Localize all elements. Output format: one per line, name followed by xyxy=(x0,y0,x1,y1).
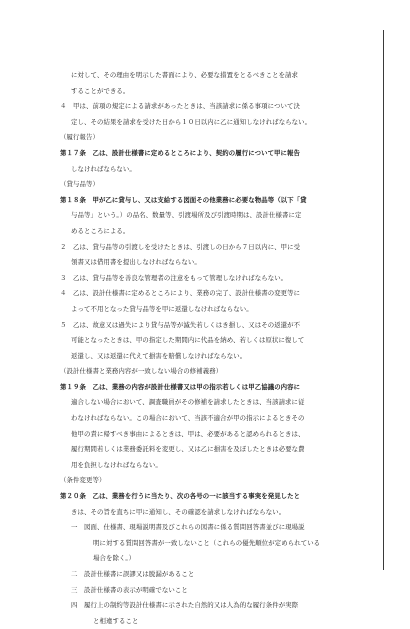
text-line: よって不用となった貸与品等を甲に返還しなければならない。 xyxy=(71,304,253,313)
text-line: 領書又は借用書を提出しなければならない。 xyxy=(71,258,201,267)
section-heading-repair-obligation: （設計仕様書と業務内容が一致しない場合の修補義務） xyxy=(60,367,223,376)
section-heading-performance-report: （履行報告） xyxy=(60,133,99,142)
article-19: 第１９条 乙は、業務の内容が設計仕様書又は甲の指示若しくは甲乙協議の内容に xyxy=(60,382,301,391)
article-18: 第１８条 甲が乙に貸与し、又は支給する図面その他業務に必要な物品等（以下「貸 xyxy=(60,195,307,204)
item-2: 二 設計仕様書に誤謬又は脱漏があること xyxy=(71,570,195,578)
text-line: 可能となったときは、甲の指定した期間内に代品を納め、若しくは原状に復して xyxy=(71,336,305,345)
text-line: 他甲の責に帰すべき事由によるときは、甲は、必要があると認められるときは、 xyxy=(71,429,305,438)
text-line: 履行期間若しくは業務委託料を変更し、又は乙に損害を及ぼしたときは必要な費 xyxy=(71,445,305,454)
clause-5: ５ 乙は、故意又は過失により貸与品等が滅失若しくはき損し、又はその返還が不 xyxy=(60,320,301,329)
text-line: 場合を除く。） xyxy=(93,554,136,563)
text-line: 適合しない場合において、調査職員がその修補を請求したときは、当該請求に従 xyxy=(71,398,305,407)
item-4: 四 履行上の制約等設計仕様書に示された自然的又は人為的な履行条件が実際 xyxy=(71,601,299,610)
text-line: 明に対する質問回答書が一致しないこと（これらの優先順位が定められている xyxy=(93,538,321,547)
article-17: 第１７条 乙は、設計仕様書に定めるところにより、契約の履行について甲に報告 xyxy=(60,148,301,157)
article-20: 第２０条 乙は、業務を行うに当たり、次の各号の一に該当する事実を発見したと xyxy=(60,492,301,501)
text-line: しなければならない。 xyxy=(71,164,136,173)
clause-3: ３ 乙は、貸与品等を善良な管理者の注意をもって管理しなければならない。 xyxy=(60,273,288,282)
clause-4: ４ 乙は、設計仕様書に定めるところにより、業務の完了、設計仕様書の変更等に xyxy=(60,289,301,298)
text-line: わなければならない。この場合において、当該不適合が甲の指示によるときその xyxy=(71,414,305,423)
text-line: 定し、その結果を請求を受けた日から１０日以内に乙に通知しなければならない。 xyxy=(71,117,312,126)
text-line: と相違すること xyxy=(93,616,139,625)
text-line: 返還し、又は返還に代えて損害を賠償しなければならない。 xyxy=(71,351,247,360)
item-1: 一 図面、仕様書、現場説明書及びこれらの図書に係る質問回答書並びに現場説 xyxy=(71,523,305,532)
margin-rule xyxy=(383,30,384,570)
clause-4: ４ 甲は、前項の規定による請求があったときは、当該請求に係る事項について決 xyxy=(60,102,300,111)
text-line: に対して、その理由を明示した書面により、必要な措置をとるべきことを請求 xyxy=(71,71,299,79)
item-3: 三 設計仕様書の表示が明確でないこと xyxy=(71,585,188,594)
section-heading-loaned-items: （貸与品等） xyxy=(60,180,99,189)
text-line: 用を負担しなければならない。 xyxy=(71,460,162,469)
text-line: 与品等」という。）の品名、数量等、引渡場所及び引渡時期は、設計仕様書に定 xyxy=(71,211,302,220)
clause-2: ２ 乙は、貸与品等の引渡しを受けたときは、引渡しの日から７日以内に、甲に受 xyxy=(60,242,301,251)
section-heading-condition-change: （条件変更等） xyxy=(60,476,106,485)
text-line: めるところによる。 xyxy=(71,226,130,235)
text-line: きは、その旨を直ちに甲に通知し、その確認を請求しなければならない。 xyxy=(71,507,286,516)
contract-text xyxy=(60,68,378,629)
text-line: することができる。 xyxy=(71,86,130,95)
